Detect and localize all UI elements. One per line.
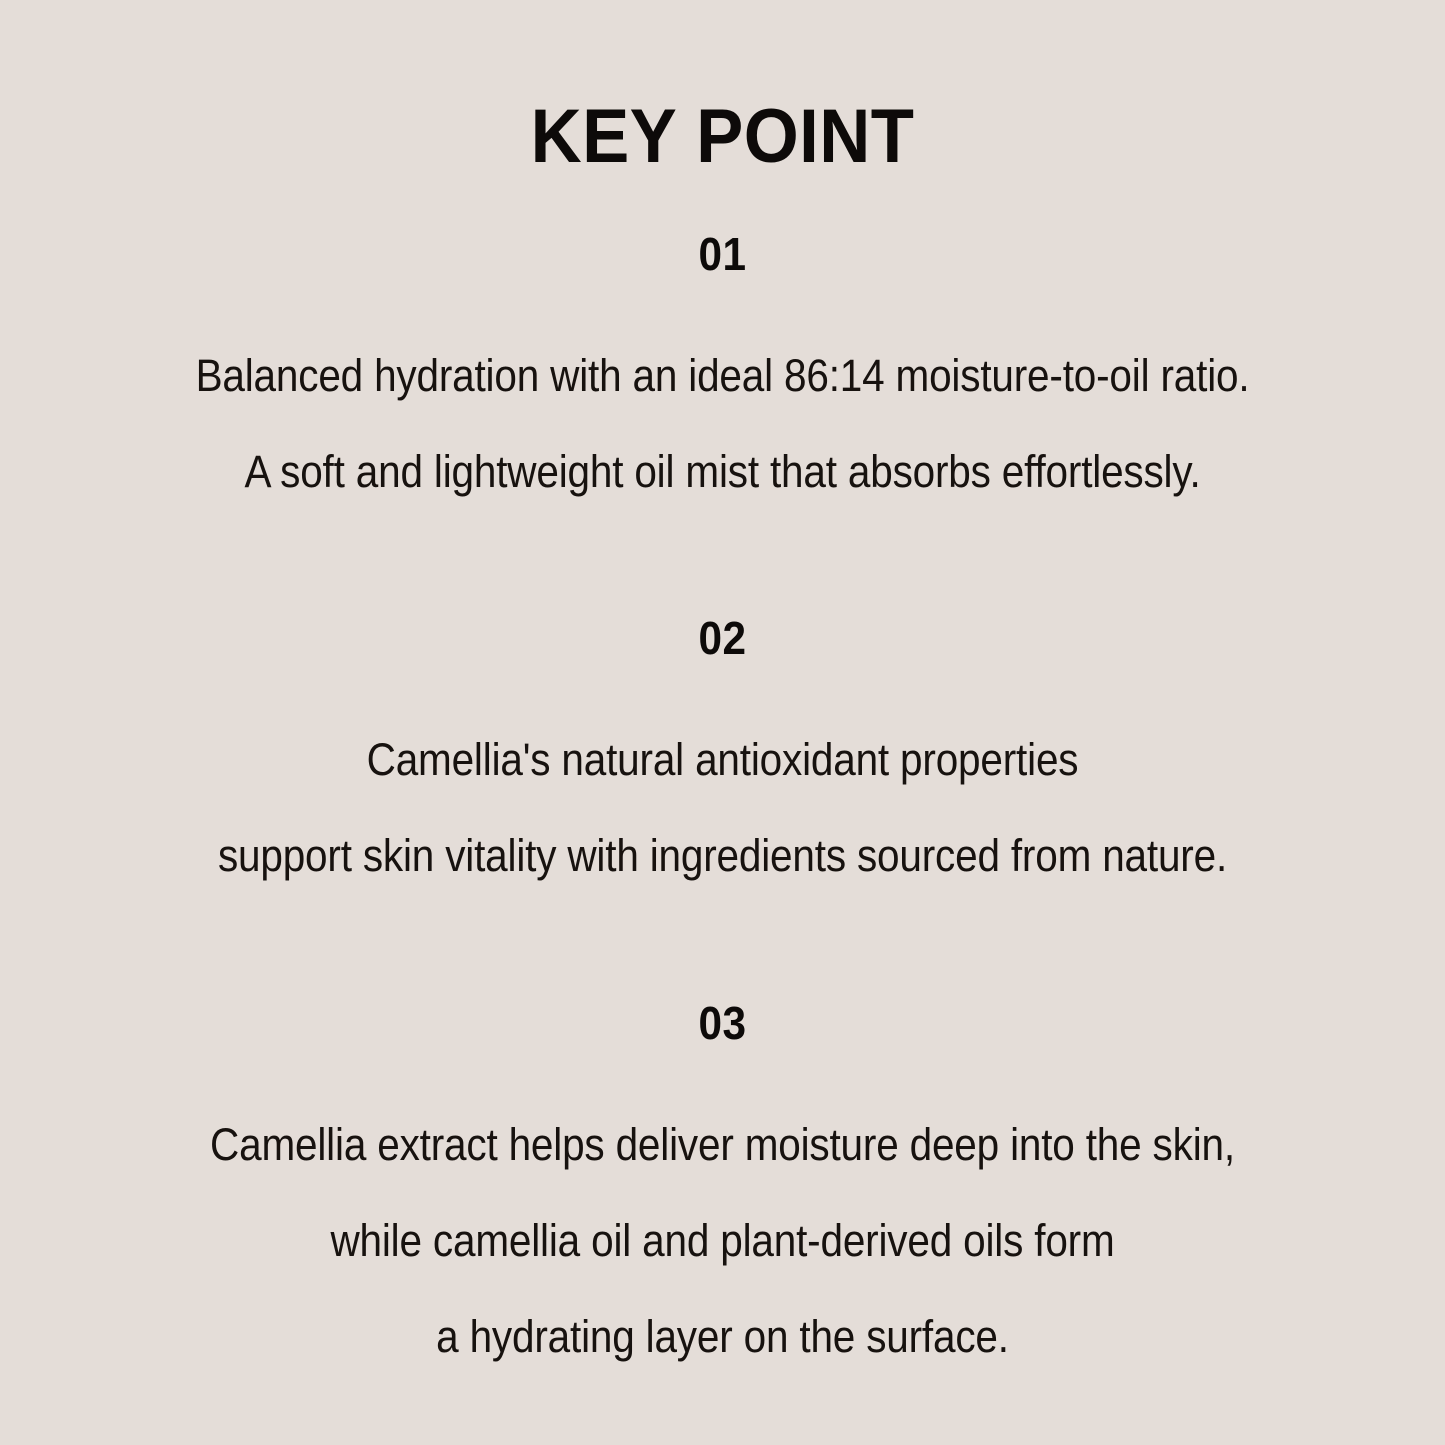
key-point-section-02 (0, 612, 1445, 904)
section-body-line: Camellia extract helps deliver moisture deep into the skin, (210, 1119, 1235, 1170)
section-body-01 (0, 328, 1445, 520)
section-body-line: a hydrating layer on the surface. (436, 1311, 1009, 1362)
key-point-section-03 (0, 997, 1445, 1385)
section-number-03: 03 (698, 997, 747, 1049)
key-point-section-01 (0, 228, 1445, 520)
page-title: KEY POINT (530, 94, 915, 179)
section-body-line: Camellia's natural antioxidant properties (366, 734, 1079, 785)
section-body-03 (0, 1097, 1445, 1385)
section-body-line: Balanced hydration with an ideal 86:14 moisture-to-oil ratio. (195, 350, 1250, 401)
section-body-line: support skin vitality with ingredients sourced from nature. (217, 830, 1228, 881)
section-body-line: A soft and lightweight oil mist that absorbs effortlessly. (244, 446, 1201, 497)
section-body-line: while camellia oil and plant-derived oils form (330, 1215, 1115, 1266)
section-number-02: 02 (698, 612, 747, 664)
section-number-01: 01 (698, 228, 747, 280)
section-body-02 (0, 712, 1445, 904)
